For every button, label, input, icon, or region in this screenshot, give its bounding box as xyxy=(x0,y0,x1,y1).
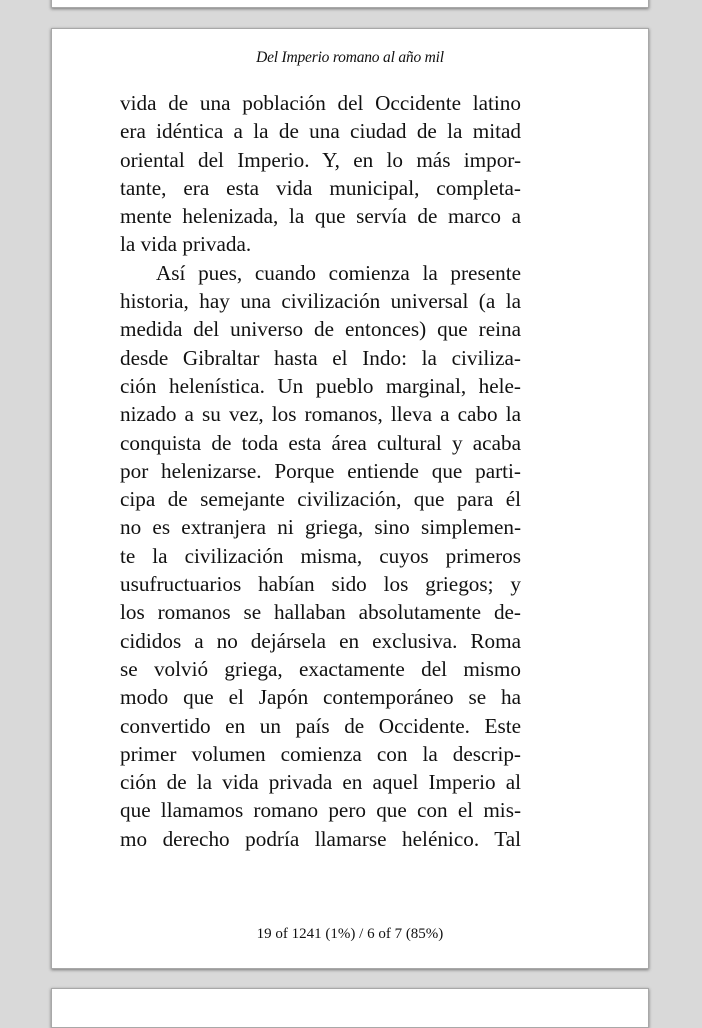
text-line: conquista de toda esta área cultural y acaba xyxy=(120,430,521,455)
text-line: desde Gibraltar hasta el Indo: la civiliza- xyxy=(120,345,521,370)
running-head: Del Imperio romano al año mil xyxy=(256,49,444,66)
text-line: Así pues, cuando comienza la presente xyxy=(156,260,521,285)
text-line: nizado a su vez, los romanos, lleva a cabo la xyxy=(120,402,521,427)
text-line: usufructuarios habían sido los griegos; y xyxy=(120,572,521,597)
current-page xyxy=(51,28,649,969)
previous-page xyxy=(51,0,649,8)
text-line: medida del universo de entonces) que reina xyxy=(120,317,521,342)
text-line: tante, era esta vida municipal, completa- xyxy=(120,175,521,200)
text-line: los romanos se hallaban absolutamente de- xyxy=(120,600,521,625)
text-line: primer volumen comienza con la descrip- xyxy=(120,741,521,766)
text-line: te la civilización misma, cuyos primeros xyxy=(120,543,521,568)
text-line: la vida privada. xyxy=(120,232,252,257)
text-line: se volvió griega, exactamente del mismo xyxy=(120,656,521,681)
text-line: era idéntica a la de una ciudad de la mitad xyxy=(120,119,521,144)
next-page xyxy=(51,988,649,1028)
text-line: ción de la vida privada en aquel Imperio al xyxy=(120,770,521,795)
text-line: no es extranjera ni griega, sino simplemen- xyxy=(120,515,521,540)
text-line: mente helenizada, la que servía de marco a xyxy=(120,204,521,229)
text-line: oriental del Imperio. Y, en lo más impor- xyxy=(120,147,521,172)
text-line: ción helenística. Un pueblo marginal, hele- xyxy=(120,373,521,398)
text-line: cipa de semejante civilización, que para él xyxy=(120,487,521,512)
page-progress: 19 of 1241 (1%) / 6 of 7 (85%) xyxy=(256,926,444,942)
text-line: historia, hay una civilización universal (a la xyxy=(120,289,521,314)
body-text xyxy=(120,89,521,853)
text-line: que llamamos romano pero que con el mis- xyxy=(120,798,521,823)
text-line: por helenizarse. Porque entiende que parti- xyxy=(120,458,521,483)
text-line: cididos a no dejársela en exclusiva. Roma xyxy=(120,628,521,653)
text-line: convertido en un país de Occidente. Este xyxy=(120,713,521,738)
text-line: mo derecho podría llamarse helénico. Tal xyxy=(120,826,521,851)
text-line: modo que el Japón contemporáneo se ha xyxy=(120,685,521,710)
text-line: vida de una población del Occidente latino xyxy=(120,91,521,115)
